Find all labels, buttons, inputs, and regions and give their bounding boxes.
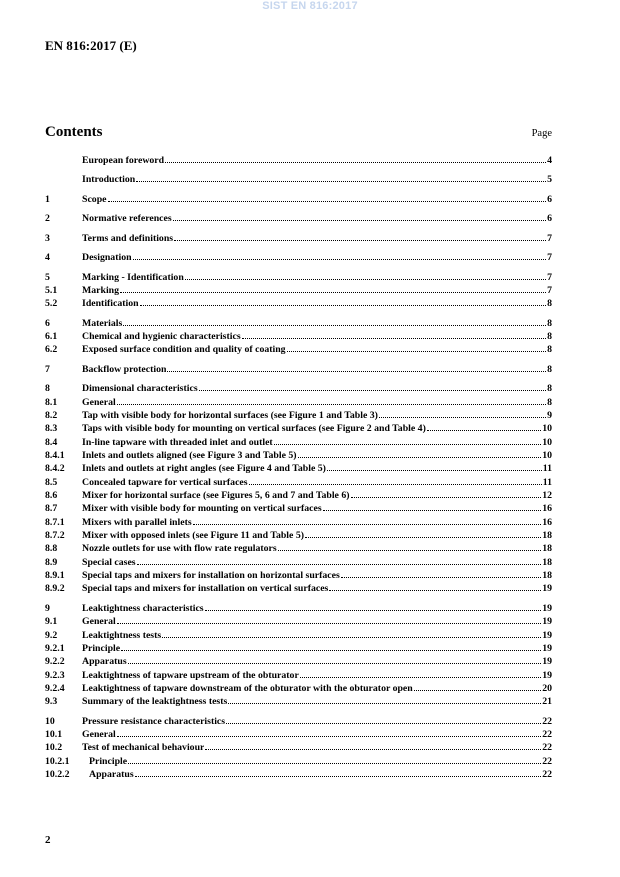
- toc-entry[interactable]: [45, 542, 552, 555]
- toc-entry-title: Inlets and outlets at right angles (see Figure 4 and Table 5): [82, 463, 326, 475]
- toc-entry-page: 16: [542, 503, 552, 515]
- toc-entry-number: 9.2.3: [45, 669, 65, 681]
- toc-entry-title: Designation: [82, 252, 132, 264]
- toc-entry-page: 16: [542, 516, 552, 528]
- toc-entry-page: 10: [542, 423, 552, 435]
- toc-dot-leader: [287, 351, 547, 352]
- toc-entry[interactable]: [45, 655, 552, 668]
- toc-dot-leader: [249, 484, 542, 485]
- toc-entry-number: 8.6: [45, 490, 58, 502]
- toc-entry-title: Summary of the leaktightness tests: [82, 696, 228, 708]
- toc-entry[interactable]: [45, 476, 552, 489]
- toc-entry-title: In-line tapware with threaded inlet and outlet: [82, 436, 273, 448]
- toc-entry[interactable]: [45, 741, 552, 754]
- toc-entry-title: Concealed tapware for vertical surfaces: [82, 476, 248, 488]
- watermark: SIST EN 816:2017: [262, 0, 358, 12]
- toc-entry-title: General: [82, 616, 116, 628]
- toc-entry[interactable]: [45, 173, 552, 186]
- toc-dot-leader: [140, 305, 546, 306]
- toc-entry-title: Taps with visible body for mounting on vertical surfaces (see Figure 2 and Table 4): [82, 423, 426, 435]
- toc-dot-leader: [120, 292, 546, 293]
- toc-dot-leader: [136, 181, 546, 182]
- footer-page-number: 2: [45, 834, 51, 846]
- toc-entry-number: 4: [45, 252, 50, 264]
- toc-entry-number: 9.3: [45, 696, 58, 708]
- toc-entry-title: Principle: [82, 642, 121, 654]
- toc-dot-leader: [199, 390, 546, 391]
- toc-dot-leader: [117, 736, 541, 737]
- toc-entry-page: 19: [542, 629, 552, 641]
- toc-entry-title: Materials: [82, 317, 123, 329]
- toc-dot-leader: [117, 623, 541, 624]
- toc-entry[interactable]: [45, 330, 552, 343]
- toc-entry-title: Dimensional characteristics: [82, 383, 198, 395]
- toc-entry-page: 9: [547, 410, 552, 421]
- toc-entry-number: 8.9: [45, 556, 58, 568]
- toc-entry-page: 8: [547, 363, 552, 375]
- toc-entry[interactable]: [45, 343, 552, 356]
- toc-entry-number: 7: [45, 363, 50, 375]
- toc-entry-title: Special taps and mixers for installation on vertical surfaces: [82, 583, 329, 595]
- toc-dot-leader: [242, 338, 546, 339]
- toc-entry-title: Backflow protection: [82, 363, 167, 375]
- toc-entry-page: 8: [547, 396, 552, 408]
- toc-entry[interactable]: [45, 382, 552, 395]
- toc-entry-title: Terms and definitions: [82, 232, 174, 244]
- toc-entry-title: Exposed surface condition and quality of coating: [82, 344, 286, 356]
- toc-dot-leader: [128, 763, 541, 764]
- toc-entry[interactable]: [45, 642, 552, 655]
- toc-entry-number: 10: [45, 715, 55, 727]
- toc-entry-page: 4: [547, 155, 552, 166]
- toc-entry-title: Mixer with opposed inlets (see Figure 11 and Table 5): [82, 530, 304, 542]
- toc-dot-leader: [205, 610, 542, 611]
- toc-entry[interactable]: [45, 251, 552, 264]
- toc-entry-number: 9.2.4: [45, 682, 65, 694]
- toc-entry-title: Leaktightness of tapware downstream of the obturator with the obturator open: [82, 682, 413, 694]
- toc-dot-leader: [108, 201, 547, 202]
- toc-entry-number: 10.2: [45, 742, 63, 754]
- toc-entry-number: 1: [45, 193, 50, 205]
- contents-heading: Contents: [45, 124, 103, 140]
- toc-entry[interactable]: [45, 363, 552, 376]
- toc-entry-page: 19: [542, 602, 552, 614]
- toc-dot-leader: [341, 577, 541, 578]
- toc-dot-leader: [174, 240, 546, 241]
- toc-entry-number: 8.4: [45, 436, 58, 448]
- toc-entry-title: Special cases: [82, 556, 136, 568]
- toc-entry-number: 8.9.2: [45, 583, 65, 595]
- toc-dot-leader: [427, 430, 541, 431]
- toc-entry-title: Tap with visible body for horizontal surfaces (see Figure 1 and Table 3): [82, 410, 378, 421]
- toc-entry[interactable]: [45, 615, 552, 628]
- toc-entry-page: 11: [542, 476, 552, 488]
- page-column-label: Page: [531, 128, 552, 139]
- toc-entry-page: 8: [547, 317, 552, 329]
- toc-entry[interactable]: [45, 436, 552, 449]
- toc-entry[interactable]: [45, 669, 552, 682]
- toc-entry-page: 22: [542, 715, 552, 727]
- toc-entry-page: 19: [542, 656, 552, 668]
- toc-dot-leader: [193, 524, 542, 525]
- toc-entry[interactable]: [45, 193, 552, 206]
- toc-entry[interactable]: [45, 284, 552, 297]
- toc-entry-page: 21: [542, 696, 552, 708]
- toc-dot-leader: [226, 723, 541, 724]
- toc-entry[interactable]: [45, 602, 552, 615]
- toc-dot-leader: [323, 510, 542, 511]
- toc-entry-title: Chemical and hygienic characteristics: [82, 331, 241, 343]
- toc-entry[interactable]: [45, 502, 552, 515]
- toc-dot-leader: [117, 404, 546, 405]
- toc-dot-leader: [414, 690, 541, 691]
- toc-entry-number: 8.7: [45, 503, 58, 515]
- toc-entry[interactable]: [45, 297, 552, 310]
- toc-entry-title: Mixers with parallel inlets: [82, 516, 192, 528]
- toc-dot-leader: [205, 749, 541, 750]
- toc-entry-title: Scope: [82, 193, 107, 205]
- toc-entry-number: 5.1: [45, 284, 58, 296]
- toc-entry-title: General: [82, 729, 116, 741]
- toc-entry-title: General: [82, 396, 116, 408]
- toc-entry-number: 8.3: [45, 423, 58, 435]
- toc-entry-title: Apparatus: [89, 769, 134, 781]
- toc-entry-number: 9.2.1: [45, 642, 65, 654]
- toc-entry[interactable]: [45, 154, 552, 167]
- toc-dot-leader: [137, 564, 542, 565]
- toc-entry-page: 18: [542, 530, 552, 542]
- toc-dot-leader: [173, 220, 546, 221]
- toc-dot-leader: [121, 650, 541, 651]
- toc-entry-number: 5.2: [45, 298, 58, 310]
- toc-entry-page: 7: [547, 284, 552, 296]
- toc-entry-title: Test of mechanical behaviour: [82, 742, 205, 754]
- toc-entry-number: 6.1: [45, 331, 58, 343]
- toc-entry-title: Identification: [82, 298, 139, 310]
- toc-dot-leader: [128, 663, 542, 664]
- toc-entry-title: Leaktightness of tapware upstream of the obturator: [82, 669, 299, 681]
- toc-dot-leader: [278, 550, 541, 551]
- toc-entry-page: 8: [547, 383, 552, 395]
- toc-entry-number: 10.2.1: [45, 755, 70, 767]
- toc-entry-number: 10.1: [45, 729, 63, 741]
- toc-entry-number: 6: [45, 317, 50, 329]
- toc-entry-page: 10: [542, 436, 552, 448]
- toc-entry-number: 3: [45, 232, 50, 244]
- toc-entry[interactable]: [45, 489, 552, 502]
- toc-entry[interactable]: [45, 629, 552, 642]
- toc-entry-title: Principle: [89, 755, 128, 767]
- toc-entry-page: 18: [542, 556, 552, 568]
- toc-entry-page: 22: [542, 742, 552, 754]
- toc-entry[interactable]: [45, 682, 552, 695]
- toc-entry-number: 8.4.2: [45, 463, 65, 475]
- toc-entry-title: Normative references: [82, 213, 172, 225]
- toc-entry-page: 19: [542, 616, 552, 628]
- document-id: EN 816:2017 (E): [45, 38, 137, 53]
- toc-entry-title: Introduction: [82, 174, 136, 186]
- toc-dot-leader: [305, 537, 541, 538]
- toc-entry-number: 9.1: [45, 616, 58, 628]
- toc-dot-leader: [329, 590, 541, 591]
- toc-entry-page: 12: [542, 490, 552, 502]
- toc-entry-number: 10.2.2: [45, 769, 70, 781]
- toc-entry[interactable]: [45, 271, 552, 284]
- toc-dot-leader: [165, 162, 546, 163]
- toc-entry[interactable]: [45, 695, 552, 708]
- toc-entry[interactable]: [45, 582, 552, 595]
- toc-entry-page: 8: [547, 344, 552, 356]
- toc-dot-leader: [379, 417, 546, 418]
- toc-dot-leader: [228, 703, 541, 704]
- toc-entry-title: Pressure resistance characteristics: [82, 715, 226, 727]
- toc-entry[interactable]: [45, 755, 552, 768]
- toc-entry-number: 9.2: [45, 629, 58, 641]
- toc-entry-number: 8.7.2: [45, 530, 65, 542]
- toc-dot-leader: [135, 776, 542, 777]
- toc-entry[interactable]: [45, 715, 552, 728]
- toc-entry[interactable]: [45, 212, 552, 225]
- toc-dot-leader: [162, 637, 541, 638]
- toc-entry[interactable]: [45, 728, 552, 741]
- toc-entry-page: 6: [547, 213, 552, 225]
- toc-entry-page: 5: [547, 174, 552, 186]
- toc-entry-title: Mixer with visible body for mounting on vertical surfaces: [82, 503, 322, 515]
- toc-entry-number: 8: [45, 383, 50, 395]
- toc-entry[interactable]: [45, 449, 552, 462]
- toc-entry[interactable]: [45, 556, 552, 569]
- table-of-contents: [45, 154, 552, 781]
- toc-entry[interactable]: [45, 232, 552, 245]
- toc-entry-number: 8.7.1: [45, 516, 65, 528]
- toc-entry-page: 11: [542, 463, 552, 475]
- toc-entry[interactable]: [45, 529, 552, 542]
- toc-dot-leader: [298, 457, 542, 458]
- toc-entry[interactable]: [45, 422, 552, 435]
- toc-entry[interactable]: [45, 569, 552, 582]
- toc-entry-title: Leaktightness tests: [82, 629, 162, 641]
- toc-entry-title: European foreword: [82, 155, 165, 166]
- toc-entry-page: 7: [547, 271, 552, 283]
- toc-entry-number: 9.2.2: [45, 656, 65, 668]
- toc-dot-leader: [274, 444, 542, 445]
- toc-entry-page: 18: [542, 543, 552, 555]
- toc-entry-number: 5: [45, 271, 50, 283]
- toc-entry-title: Special taps and mixers for installation on horizontal surfaces: [82, 570, 340, 582]
- toc-dot-leader: [327, 470, 542, 471]
- toc-entry-page: 20: [542, 682, 552, 694]
- toc-entry-number: 8.8: [45, 543, 58, 555]
- toc-entry-page: 8: [547, 298, 552, 310]
- toc-entry-number: 9: [45, 602, 50, 614]
- toc-entry-number: 6.2: [45, 344, 58, 356]
- toc-entry-number: 8.4.1: [45, 450, 65, 462]
- toc-entry-number: 8.9.1: [45, 570, 65, 582]
- toc-entry-page: 18: [542, 570, 552, 582]
- toc-entry[interactable]: [45, 317, 552, 330]
- toc-dot-leader: [123, 325, 546, 326]
- toc-entry-number: 2: [45, 213, 50, 225]
- toc-entry[interactable]: [45, 768, 552, 781]
- toc-entry-page: 7: [547, 252, 552, 264]
- toc-dot-leader: [351, 497, 542, 498]
- toc-dot-leader: [167, 371, 546, 372]
- toc-entry-page: 19: [542, 642, 552, 654]
- toc-entry-page: 7: [547, 232, 552, 244]
- toc-dot-leader: [133, 259, 547, 260]
- toc-entry-page: 22: [542, 769, 552, 781]
- toc-entry-title: Inlets and outlets aligned (see Figure 3 and Table 5): [82, 450, 297, 462]
- toc-entry-page: 8: [547, 331, 552, 343]
- toc-entry-page: 19: [542, 669, 552, 681]
- toc-entry-title: Nozzle outlets for use with flow rate regulators: [82, 543, 277, 555]
- toc-entry-title: Mixer for horizontal surface (see Figures 5, 6 and 7 and Table 6): [82, 490, 350, 502]
- toc-dot-leader: [185, 279, 546, 280]
- toc-entry-title: Leaktightness characteristics: [82, 602, 204, 614]
- toc-entry[interactable]: [45, 409, 552, 422]
- toc-entry-title: Marking - Identification: [82, 271, 184, 283]
- toc-entry-number: 8.2: [45, 410, 58, 421]
- toc-entry[interactable]: [45, 516, 552, 529]
- toc-entry[interactable]: [45, 462, 552, 475]
- toc-entry[interactable]: [45, 396, 552, 409]
- toc-entry-number: 8.1: [45, 396, 58, 408]
- toc-entry-page: 22: [542, 755, 552, 767]
- toc-entry-page: 6: [547, 193, 552, 205]
- toc-entry-page: 10: [542, 450, 552, 462]
- toc-entry-title: Apparatus: [82, 656, 127, 668]
- toc-entry-page: 19: [542, 583, 552, 595]
- toc-dot-leader: [300, 677, 541, 678]
- toc-entry-title: Marking: [82, 284, 120, 296]
- toc-entry-page: 22: [542, 729, 552, 741]
- toc-entry-number: 8.5: [45, 476, 58, 488]
